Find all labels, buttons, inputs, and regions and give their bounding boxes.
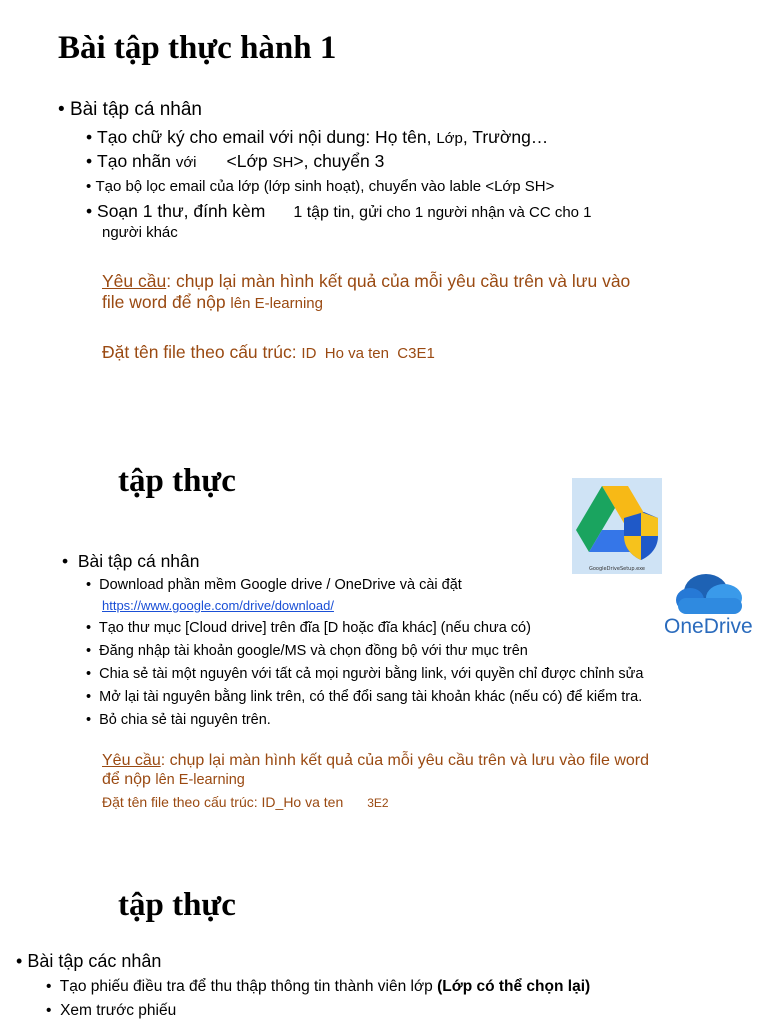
- section2-title: tập thực: [118, 463, 236, 499]
- section1-bullet: • Bài tập cá nhân: [58, 99, 202, 120]
- s2-item-unshare: • Bỏ chia sẻ tài nguyên trên.: [86, 712, 271, 728]
- onedrive-label: OneDrive: [664, 615, 753, 638]
- s1-naming-rule: Đặt tên file theo cấu trúc: ID Ho va ten C3E1: [102, 342, 435, 362]
- google-drive-setup-icon: [572, 478, 662, 574]
- s2-item-login: • Đăng nhập tài khoản google/MS và chọn đồng bộ với thư mục trên: [86, 643, 528, 659]
- section2-bullet: • Bài tập cá nhân: [62, 551, 200, 571]
- s2-requirement-line1: Yêu cầu: chụp lại màn hình kết quả của mỗi yêu cầu trên và lưu vào file word: [102, 752, 650, 769]
- s2-item-download: • Download phần mềm Google drive / OneDrive và cài đặt: [86, 577, 462, 593]
- section1-title: Bài tập thực hành 1: [58, 30, 337, 66]
- s3-item-survey: • Tạo phiếu điều tra để thu thập thông tin thành viên lớp (Lớp có thể chọn lại): [46, 978, 591, 995]
- s2-naming-rule: Đặt tên file theo cấu trúc: ID_Ho va ten 3E2: [102, 794, 389, 810]
- s1-item-compose: • Soạn 1 thư, đính kèm 1 tập tin, gửi cho 1 người nhận và CC cho 1: [86, 201, 592, 221]
- s2-item-share: • Chia sẻ tài một nguyên với tất cả mọi người bằng link, với quyền chỉ được chỉnh sửa: [86, 666, 644, 682]
- s1-item-signature: • Tạo chữ ký cho email với nội dung: Họ tên, Lớp, Trường…: [86, 127, 549, 147]
- s2-item-folder: • Tạo thư mục [Cloud drive] trên đĩa [D hoặc đĩa khác] (nếu chưa có): [86, 620, 531, 636]
- gdrive-caption: GoogleDriveSetup.exe: [589, 566, 645, 572]
- onedrive-logo: [664, 568, 760, 642]
- section3-bullet: • Bài tập các nhân: [16, 951, 162, 971]
- s1-item-filter: • Tạo bộ lọc email của lớp (lớp sinh hoạt), chuyển vào lable <Lớp SH>: [86, 178, 555, 195]
- s1-item-label: • Tạo nhãn với <Lớp SH>, chuyển 3: [86, 151, 385, 171]
- s3-item-preview: • Xem trước phiếu: [46, 1002, 177, 1019]
- s2-item-reopen: • Mở lại tài nguyên bằng link trên, có thể đổi sang tài khoản khác (nếu có) để kiểm tra.: [86, 689, 643, 705]
- s2-requirement-line2: để nộp lên E-learning: [102, 771, 245, 788]
- s1-requirement-line1: Yêu cầu: chụp lại màn hình kết quả của mỗi yêu cầu trên và lưu vào: [102, 271, 631, 291]
- s1-requirement-line2: file word để nộp lên E-learning: [102, 292, 323, 312]
- section3-title: tập thực: [118, 887, 236, 923]
- google-drive-download-link[interactable]: https://www.google.com/drive/download/: [102, 598, 334, 613]
- onedrive-cloud-icon: [664, 568, 760, 618]
- s1-item-compose-cont: người khác: [102, 224, 178, 241]
